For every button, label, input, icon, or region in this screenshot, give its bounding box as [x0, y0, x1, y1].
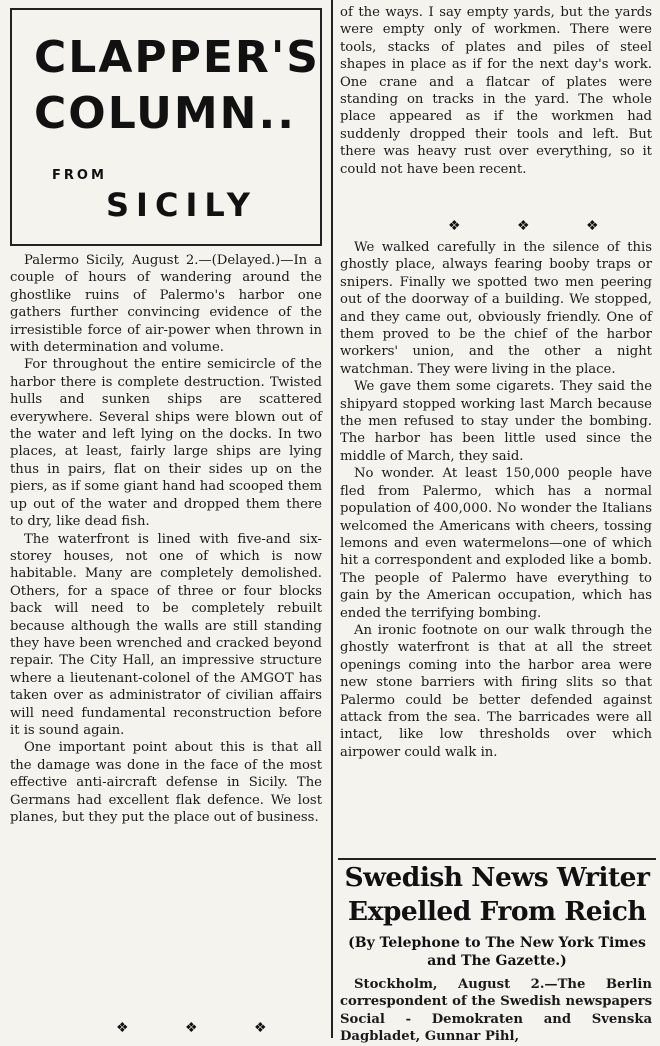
paragraph: No wonder. At least 150,000 people have fled from Palermo, which has a normal population of 400,000. No wonder the Italians welcomed the Americans with cheers, tossing lemons and even watermelons—one of which hit a correspondent and exploded like a bomb. The people of Palermo have everything to gain by the American occupation, which has ended the terrifying bombing.: [340, 466, 652, 621]
column-body-right: [340, 239, 652, 761]
paragraph: We gave them some cigarets. They said the shipyard stopped working last March because the men refused to stay under the bombing. The harbor has been little used since the middle of March, they said.: [340, 379, 652, 464]
masthead-from-label: FROM: [52, 168, 107, 183]
story-credit: (By Telephone to The New York Times and The Gazette.): [348, 935, 646, 969]
paragraph: of the ways. I say empty yards, but the yards were empty only of workmen. There were tools, stacks of plates and piles of steel shapes in place as if for the next day's work. One crane and a flatcar of plates were standing on tracks in the yard. The whole place appeared as if the workmen had suddenly dropped their tools and left. But there was heavy rust over everything, so it could not have been recent.: [340, 5, 652, 177]
story-lead: [340, 976, 652, 1046]
column-body-left: [10, 252, 322, 826]
paragraph: The waterfront is lined with five-and six-storey houses, not one of which is now habitable. Many are completely demolished. Others, for a space of three or four blocks back will need to be completely rebuilt because although the walls are still standing they have been wrenched and cracked beyond repair. The City Hall, an impressive structure where a lieutenant-colonel of the AMGOT has taken over as administrator of civilian affairs will need fundamental reconstruction before it is sound again.: [10, 531, 322, 738]
paragraph: For throughout the entire semicircle of the harbor there is complete destruction. Twisted hulls and sunken ships are scattered everywhere. Several ships were blown out of the water and left lying on the docks. In two places, at least, fairly large ships are lying thus in pairs, flat on their sides up on the piers, as if some giant hand had scooped them up out of the water and dropped them there to dry, like dead fish.: [10, 357, 322, 530]
masthead-title-line2: COLUMN..: [34, 88, 296, 139]
paragraph: An ironic footnote on our walk through the ghostly waterfront is that at all the street openings coming into the harbor area were new stone barriers with firing slits so that Palermo could be better defended against attack from the sea. The barricades were all intact, like low thresholds over which airpower could walk in.: [340, 622, 652, 760]
right-column: [338, 0, 656, 1045]
section-separator: ❖ ❖ ❖: [448, 218, 625, 234]
section-separator: ❖ ❖ ❖: [116, 1020, 293, 1036]
masthead-place: SICILY: [106, 186, 257, 224]
paragraph: Stockholm, August 2.—The Berlin correspondent of the Swedish newspapers Social - Demokraten and Svenska Dagbladet, Gunnar Pihl,: [340, 977, 652, 1045]
column-body-right-top: [340, 4, 652, 178]
masthead-title-line1: CLAPPER'S: [34, 32, 320, 83]
paragraph: We walked carefully in the silence of this ghostly place, always fearing booby traps or snipers. Finally we spotted two men peering out of the doorway of a building. We stopped, and they came out, obviously friendly. One of them proved to be the chief of the harbor workers' union, and the other a night watchman. They were living in the place.: [340, 240, 652, 377]
paragraph: One important point about this is that all the damage was done in the face of the most effective anti-aircraft defense in Sicily. The Germans had excellent flak defence. We lost planes, but they put the place out of business.: [10, 740, 322, 825]
column-divider: [331, 0, 333, 1038]
story-headline: Swedish News Writer Expelled From Reich: [344, 862, 650, 927]
column-masthead: [10, 8, 322, 246]
story-divider: [338, 858, 656, 860]
left-column: [8, 0, 326, 1038]
paragraph: Palermo Sicily, August 2.—(Delayed.)—In a couple of hours of wandering around the ghostlike ruins of Palermo's harbor one gathers further convincing evidence of the irresistible force of air-power when thrown in with determination and volume.: [10, 253, 322, 356]
